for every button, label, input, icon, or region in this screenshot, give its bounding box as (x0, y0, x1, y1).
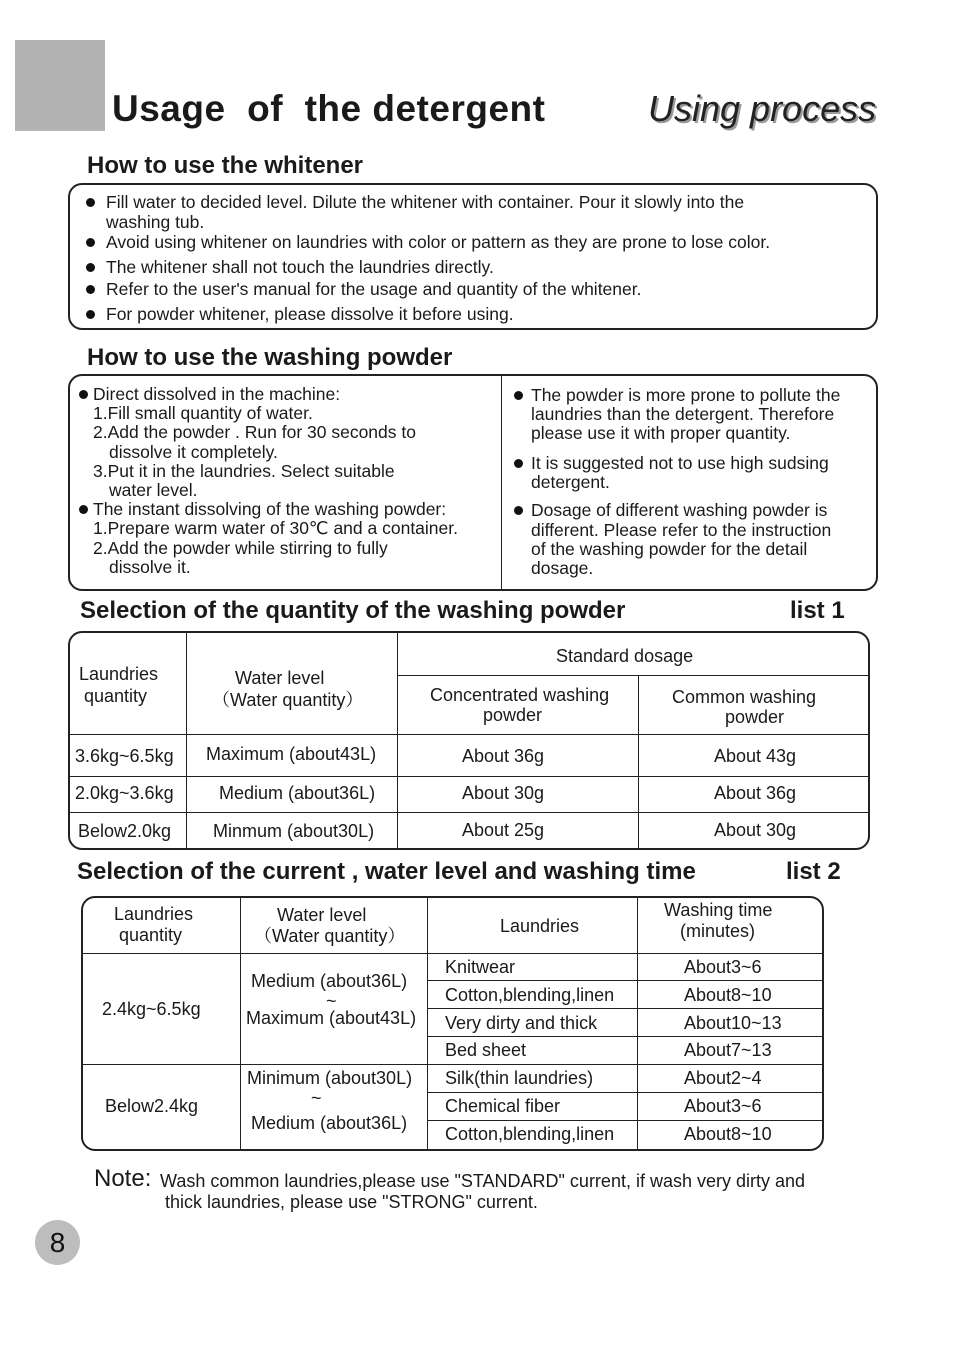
powder-right-line: dosage. (531, 558, 594, 578)
list2-cell-level: Maximum (about43L) (246, 1008, 417, 1028)
list2-grid-line (637, 898, 638, 1149)
list2-cell-laundry: Very dirty and thick (445, 1013, 598, 1033)
bullet-icon (514, 506, 523, 515)
whitener-item (86, 232, 876, 252)
powder-right-line: Dosage of different washing powder is (531, 500, 828, 520)
list1-cell: Below2.0kg (78, 821, 172, 841)
list2-cell-time: About8~10 (684, 1124, 772, 1144)
list1-header-concentrated: Concentrated washing (430, 685, 610, 705)
bullet-icon (86, 198, 95, 207)
list2-cell-laundry: Chemical fiber (445, 1096, 561, 1116)
bullet-icon (514, 391, 523, 400)
powder-right-line: of the washing powder for the detail (531, 539, 808, 559)
list2-grid-line (240, 898, 241, 1149)
page-number: 8 (35, 1220, 80, 1265)
powder-left-line: dissolve it completely. (109, 442, 278, 462)
list1-grid-line (70, 776, 868, 777)
bullet-icon (79, 505, 88, 514)
list2-cell-quantity: Below2.4kg (105, 1096, 199, 1116)
powder-left-line: water level. (109, 480, 198, 500)
list2-grid-line (427, 980, 822, 981)
bullet-icon (86, 285, 95, 294)
list1-header-standard: Standard dosage (556, 646, 694, 666)
list2-header-level: Water level (277, 905, 367, 925)
list2-header-quantity: quantity (119, 925, 183, 945)
list2-header-level: （Water quantity） (254, 926, 406, 946)
note-label: Note: (94, 1165, 152, 1192)
corner-block (15, 40, 105, 131)
list1-cell: About 36g (714, 783, 797, 803)
list2-cell-level: ~ (311, 1088, 322, 1108)
list2-cell-laundry: Bed sheet (445, 1040, 527, 1060)
list2-header-time: (minutes) (680, 921, 756, 941)
list1-grid-line (186, 633, 187, 848)
list1-grid-line (70, 812, 868, 813)
list2-cell-laundry: Silk(thin laundries) (445, 1068, 594, 1088)
list2-grid-line (427, 1036, 822, 1037)
list2-cell-time: About7~13 (684, 1040, 772, 1060)
powder-right-line: The powder is more prone to pollute the (531, 385, 841, 405)
list2-grid-line (427, 1008, 822, 1009)
page-title: Usage of the detergent (112, 88, 546, 129)
list1-cell: Minmum (about30L) (213, 821, 375, 841)
list2-grid-line (427, 898, 428, 1149)
list1-grid-line (397, 675, 868, 676)
list1-header-concentrated: powder (483, 705, 543, 725)
list2-cell-laundry: Cotton,blending,linen (445, 1124, 615, 1144)
list1-cell: About 30g (462, 783, 545, 803)
list1-grid-line (397, 633, 398, 848)
list2-heading: Selection of the current , water level and washing time (77, 858, 696, 885)
list1-table (68, 631, 870, 850)
powder-heading: How to use the washing powder (87, 344, 453, 371)
list1-cell: About 43g (714, 746, 797, 766)
whitener-item-line: Avoid using whitener on laundries with color or pattern as they are prone to lose color. (106, 232, 771, 252)
list2-cell-level: Minimum (about30L) (247, 1068, 413, 1088)
list2-cell-level: Medium (about36L) (251, 1113, 408, 1133)
whitener-item-line: Refer to the user's manual for the usage and quantity of the whitener. (106, 279, 642, 299)
section-tag: Using process (648, 88, 877, 129)
list1-grid-line (638, 675, 639, 848)
list2-cell-quantity: 2.4kg~6.5kg (102, 999, 201, 1019)
list2-grid-line (427, 1092, 822, 1093)
powder-left-line: 2.Add the powder . Run for 30 seconds to (93, 422, 416, 442)
list1-tag: list 1 (790, 597, 845, 624)
list1-header-quantity: Laundries (79, 664, 159, 684)
list1-cell: Maximum (about43L) (206, 744, 377, 764)
powder-right-line: different. Please refer to the instruction (531, 520, 832, 540)
list1-cell: 3.6kg~6.5kg (75, 746, 174, 766)
powder-left-line: 2.Add the powder while stirring to fully (93, 538, 388, 558)
whitener-item (86, 279, 866, 299)
powder-left-line: The instant dissolving of the washing powder: (93, 499, 447, 519)
bullet-icon (79, 390, 88, 399)
bullet-icon (86, 263, 95, 272)
whitener-item (86, 257, 866, 277)
list2-cell-laundry: Knitwear (445, 957, 516, 977)
powder-left-line: 3.Put it in the laundries. Select suitable (93, 461, 395, 481)
bullet-icon (86, 310, 95, 319)
powder-right-line: please use it with proper quantity. (531, 423, 791, 443)
note-line: thick laundries, please use "STRONG" current. (165, 1192, 538, 1212)
bullet-icon (86, 238, 95, 247)
whitener-heading: How to use the whitener (87, 152, 364, 179)
list1-heading: Selection of the quantity of the washing powder (80, 597, 626, 624)
powder-right-line: detergent. (531, 472, 610, 492)
powder-right-line: laundries than the detergent. Therefore (531, 404, 835, 424)
note-line: Wash common laundries,please use "STANDARD" current, if wash very dirty and (160, 1171, 806, 1191)
note-text (160, 1171, 805, 1213)
list2-cell-laundry: Cotton,blending,linen (445, 985, 615, 1005)
list2-cell-time: About10~13 (684, 1013, 782, 1033)
list1-header-level: （Water quantity） (212, 690, 364, 710)
whitener-item-line: washing tub. (106, 212, 205, 232)
list2-cell-level: Medium (about36L) (251, 971, 408, 991)
list1-cell: 2.0kg~3.6kg (75, 783, 174, 803)
list2-header-laundries: Laundries (500, 916, 580, 936)
list1-header-common: Common washing (672, 687, 817, 707)
list1-header-common: powder (725, 707, 785, 727)
whitener-item (86, 304, 866, 324)
list1-cell: Medium (about36L) (219, 783, 376, 803)
list1-grid-line (70, 734, 868, 735)
whitener-item-line: For powder whitener, please dissolve it before using. (106, 304, 514, 324)
list2-grid-line (83, 1064, 822, 1065)
list1-header-quantity: quantity (84, 686, 148, 706)
whitener-item (86, 192, 866, 232)
whitener-item-line: The whitener shall not touch the laundries directly. (106, 257, 494, 277)
list1-header-level: Water level (235, 668, 325, 688)
list2-cell-time: About3~6 (684, 957, 762, 977)
list2-cell-time: About2~4 (684, 1068, 762, 1088)
powder-left-line: dissolve it. (109, 557, 191, 577)
list1-cell: About 25g (462, 820, 545, 840)
powder-left-line: 1.Fill small quantity of water. (93, 403, 313, 423)
bullet-icon (514, 459, 523, 468)
list1-cell: About 36g (462, 746, 545, 766)
list2-cell-level: ~ (326, 991, 337, 1011)
list2-grid-line (427, 1120, 822, 1121)
powder-right-line: It is suggested not to use high sudsing (531, 453, 829, 473)
list2-header-quantity: Laundries (114, 904, 194, 924)
powder-left-line: Direct dissolved in the machine: (93, 384, 341, 404)
list2-cell-time: About8~10 (684, 985, 772, 1005)
powder-left-line: 1.Prepare warm water of 30℃ and a container. (93, 518, 458, 538)
powder-divider (501, 376, 502, 589)
list1-cell: About 30g (714, 820, 797, 840)
list2-tag: list 2 (786, 858, 841, 885)
whitener-item-line: Fill water to decided level. Dilute the whitener with container. Pour it slowly into the (106, 192, 745, 212)
list2-cell-time: About3~6 (684, 1096, 762, 1116)
list2-header-time: Washing time (664, 900, 773, 920)
list2-grid-line (83, 953, 822, 954)
